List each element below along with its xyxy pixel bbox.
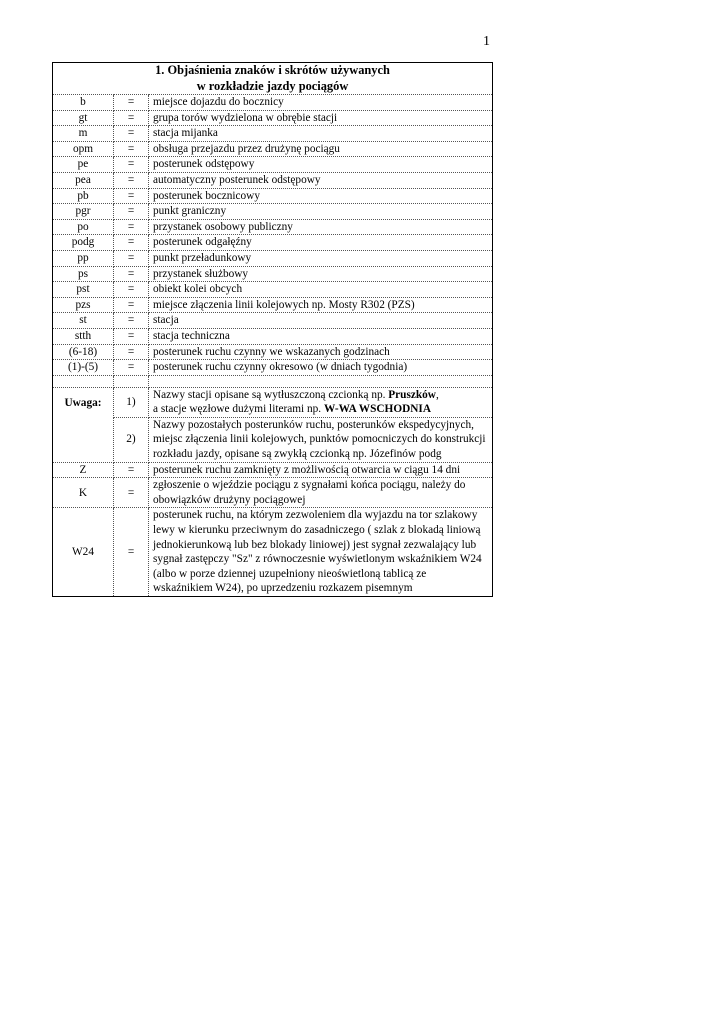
table-row xyxy=(53,297,493,313)
description-cell: miejsce dojazdu do bocznicy xyxy=(149,95,493,111)
abbr-cell: pea xyxy=(53,172,114,188)
note1-example-caps: W-WA WSCHODNIA xyxy=(323,403,431,416)
table-row xyxy=(53,219,493,235)
note1-line1-text: Nazwy stacji opisane są wytłuszczoną czcionką np. xyxy=(153,388,389,401)
table-title-row xyxy=(53,63,493,95)
description-cell: posterunek odgałęźny xyxy=(149,235,493,251)
equals-cell: = xyxy=(114,478,149,508)
description-cell: posterunek bocznicowy xyxy=(149,188,493,204)
abbr-cell: gt xyxy=(53,110,114,126)
abbr-cell: pzs xyxy=(53,297,114,313)
table-row xyxy=(53,188,493,204)
abbr-cell: podg xyxy=(53,235,114,251)
table-row xyxy=(53,110,493,126)
table-row xyxy=(53,344,493,360)
table-row xyxy=(53,360,493,376)
blank-cell xyxy=(114,375,149,387)
equals-cell: = xyxy=(114,266,149,282)
description-cell: zgłoszenie o wjeździe pociągu z sygnałami końca pociągu, należy do obowiązków drużyny pociągowej xyxy=(149,478,493,508)
description-cell: posterunek ruchu czynny we wskazanych godzinach xyxy=(149,344,493,360)
note1-example-bold: Pruszków xyxy=(388,388,436,401)
uwaga-row-1 xyxy=(53,387,493,417)
uwaga-row-2 xyxy=(53,417,493,462)
note1-line2-text: a stacje węzłowe dużymi literami np. xyxy=(153,403,324,416)
table-title-line1: 1. Objaśnienia znaków i skrótów używanych xyxy=(155,63,390,77)
table-row xyxy=(53,204,493,220)
page-number: 1 xyxy=(483,34,490,49)
abbr-cell: pst xyxy=(53,282,114,298)
abbr-cell: ps xyxy=(53,266,114,282)
table-row xyxy=(53,313,493,329)
equals-cell: = xyxy=(114,297,149,313)
description-cell: posterunek ruchu, na którym zezwoleniem dla wyjazdu na tor szlakowy lewy w kierunku przeciwnym do zasadniczego ( szlak z blokadą liniową jednokierunkową lub bez blokady liniowej) jest sygnał zezwalający lub sygnał zastępczy "Sz" z równoczesnie wyświetlonym wskaźnikiem W24 (albo w porze dziennej uzupełniony nieoświetloną tablicą ze wskaźnikiem W24), po uprzedzeniu rozkazem pisemnym xyxy=(149,508,493,597)
abbr-cell: b xyxy=(53,95,114,111)
uwaga-label: Uwaga: xyxy=(53,387,114,462)
table-row xyxy=(53,328,493,344)
description-cell: obiekt kolei obcych xyxy=(149,282,493,298)
description-cell: stacja techniczna xyxy=(149,328,493,344)
description-cell: stacja xyxy=(149,313,493,329)
description-cell: punkt przeładunkowy xyxy=(149,250,493,266)
description-cell: posterunek odstępowy xyxy=(149,157,493,173)
table-row xyxy=(53,235,493,251)
abbr-cell: Z xyxy=(53,462,114,478)
abbr-cell: stth xyxy=(53,328,114,344)
note-text xyxy=(149,387,493,417)
equals-cell: = xyxy=(114,126,149,142)
equals-cell: = xyxy=(114,172,149,188)
equals-cell: = xyxy=(114,344,149,360)
equals-cell: = xyxy=(114,219,149,235)
equals-cell: = xyxy=(114,462,149,478)
abbr-cell: pgr xyxy=(53,204,114,220)
equals-cell: = xyxy=(114,282,149,298)
table-row xyxy=(53,141,493,157)
equals-cell: = xyxy=(114,188,149,204)
equals-cell: = xyxy=(114,360,149,376)
table-row xyxy=(53,157,493,173)
equals-cell: = xyxy=(114,95,149,111)
abbr-cell: (6-18) xyxy=(53,344,114,360)
abbr-cell: po xyxy=(53,219,114,235)
note-text: Nazwy pozostałych posterunków ruchu, posterunków ekspedycyjnych, miejsc złączenia linii kolejowych, punktów pomocniczych do konstrukcji rozkładu jazdy, opisane są zwykłą czcionką np. Józefinów podg xyxy=(149,417,493,462)
table-row xyxy=(53,95,493,111)
description-cell: miejsce złączenia linii kolejowych np. Mosty R302 (PZS) xyxy=(149,297,493,313)
equals-cell: = xyxy=(114,204,149,220)
blank-cell xyxy=(53,375,114,387)
abbr-cell: (1)-(5) xyxy=(53,360,114,376)
equals-cell: = xyxy=(114,313,149,329)
abbr-cell: pb xyxy=(53,188,114,204)
table-row xyxy=(53,508,493,597)
table-row xyxy=(53,478,493,508)
equals-cell: = xyxy=(114,110,149,126)
abbr-cell: W24 xyxy=(53,508,114,597)
description-cell: automatyczny posterunek odstępowy xyxy=(149,172,493,188)
equals-cell: = xyxy=(114,235,149,251)
table-row xyxy=(53,250,493,266)
abbr-cell: K xyxy=(53,478,114,508)
table-row xyxy=(53,172,493,188)
abbr-cell: m xyxy=(53,126,114,142)
extra-body xyxy=(53,462,493,596)
abbr-cell: opm xyxy=(53,141,114,157)
description-cell: obsługa przejazdu przez drużynę pociągu xyxy=(149,141,493,157)
entries-body xyxy=(53,95,493,376)
table-row xyxy=(53,462,493,478)
table-row xyxy=(53,126,493,142)
description-cell: przystanek osobowy publiczny xyxy=(149,219,493,235)
abbr-cell: st xyxy=(53,313,114,329)
abbr-cell: pe xyxy=(53,157,114,173)
abbreviations-table xyxy=(52,62,493,597)
description-cell: grupa torów wydzielona w obrębie stacji xyxy=(149,110,493,126)
equals-cell: = xyxy=(114,157,149,173)
abbr-cell: pp xyxy=(53,250,114,266)
blank-row xyxy=(53,375,493,387)
equals-cell: = xyxy=(114,328,149,344)
equals-cell: = xyxy=(114,141,149,157)
note-number: 1) xyxy=(114,387,149,417)
description-cell: stacja mijanka xyxy=(149,126,493,142)
note-number: 2) xyxy=(114,417,149,462)
note1-line1-end: , xyxy=(435,388,439,401)
equals-cell: = xyxy=(114,508,149,597)
table-title xyxy=(53,63,493,95)
table-row xyxy=(53,266,493,282)
description-cell: posterunek ruchu zamknięty z możliwością otwarcia w ciągu 14 dni xyxy=(149,462,493,478)
table-title-line2: w rozkładzie jazdy pociągów xyxy=(196,78,349,93)
description-cell: posterunek ruchu czynny okresowo (w dniach tygodnia) xyxy=(149,360,493,376)
description-cell: punkt graniczny xyxy=(149,204,493,220)
blank-cell xyxy=(149,375,493,387)
table-row xyxy=(53,282,493,298)
description-cell: przystanek służbowy xyxy=(149,266,493,282)
equals-cell: = xyxy=(114,250,149,266)
